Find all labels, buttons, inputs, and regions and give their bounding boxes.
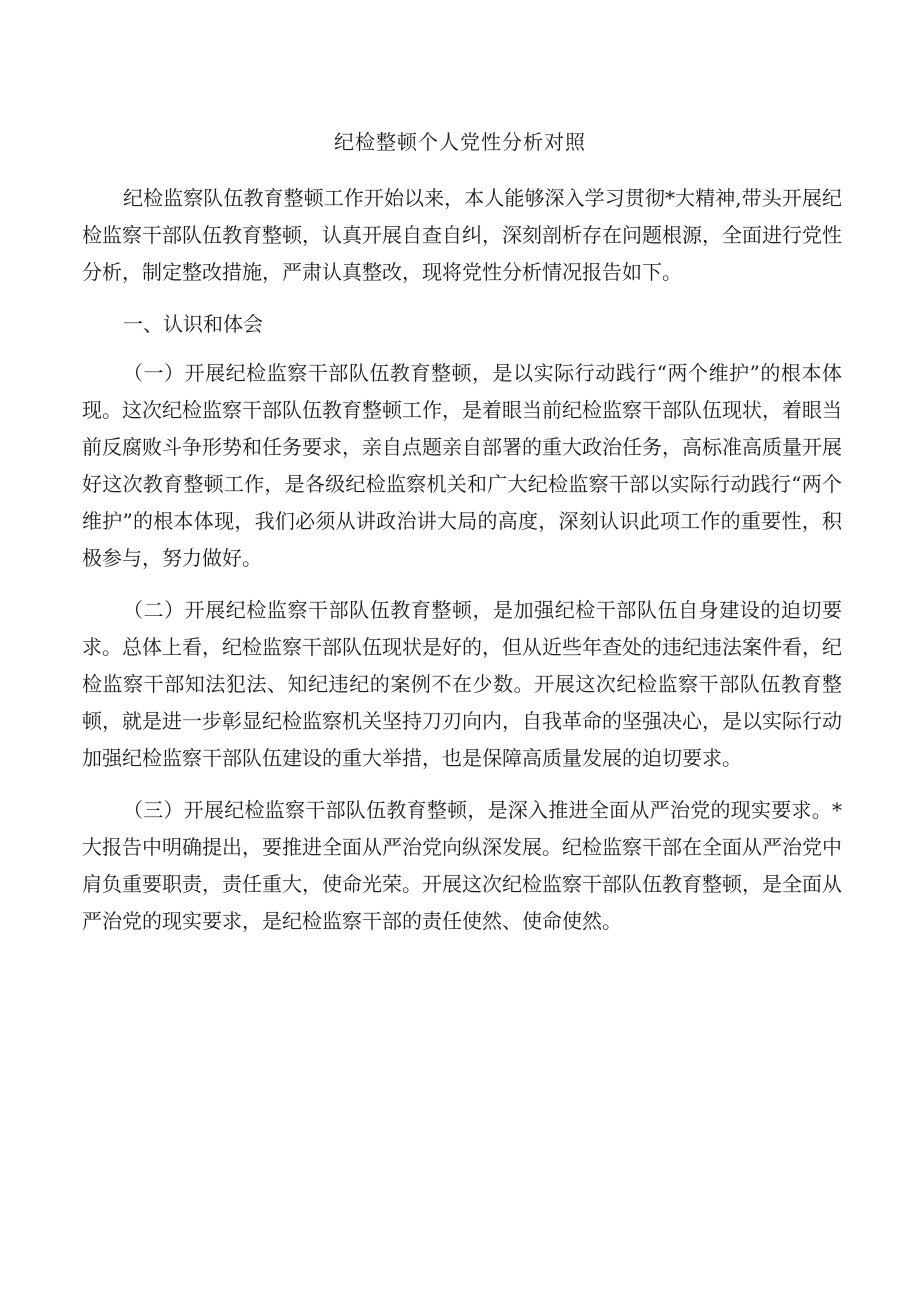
document-title: 纪检整顿个人党性分析对照 (334, 130, 586, 154)
document-body (82, 180, 842, 955)
paragraph-1: （一）开展纪检监察干部队伍教育整顿，是以实际行动践行“两个维护”的根本体现。这次纪检监察干部队伍教育整顿工作，是着眼当前纪检监察干部队伍现状，着眼当前反腐败斗争形势和任务要求，亲自点题亲自部署的重大政治任务，高标准高质量开展好这次教育整顿工作，是各级纪检监察机关和广大纪检监察干部以实际行动践行“两个维护”的根本体现，我们必须从讲政治讲大局的高度，深刻认识此项工作的重要性，积极参与，努力做好。 (82, 361, 842, 570)
paragraph-3: （三）开展纪检监察干部队伍教育整顿，是深入推进全面从严治党的现实要求。*大报告中明确提出，要推进全面从严治党向纵深发展。纪检监察干部在全面从严治党中肩负重要职责，责任重大，使命光荣。开展这次纪检监察干部队伍教育整顿，是全面从严治党的现实要求，是纪检监察干部的责任使然、使命使然。 (82, 798, 842, 933)
intro-paragraph: 纪检监察队伍教育整顿工作开始以来，本人能够深入学习贯彻*大精神,带头开展纪检监察干部队伍教育整顿，认真开展自查自纠，深刻剖析存在问题根源，全面进行党性分析，制定整改措施，严肃认真整改，现将党性分析情况报告如下。 (82, 186, 842, 284)
paragraph-2: （二）开展纪检监察干部队伍教育整顿，是加强纪检干部队伍自身建设的迫切要求。总体上看，纪检监察干部队伍现状是好的，但从近些年查处的违纪违法案件看，纪检监察干部知法犯法、知纪违纪的案例不在少数。开展这次纪检监察干部队伍教育整顿，就是进一步彰显纪检监察机关坚持刀刃向内，自我革命的坚强决心，是以实际行动加强纪检监察干部队伍建设的重大举措，也是保障高质量发展的迫切要求。 (82, 598, 842, 770)
section-heading: 一、认识和体会 (123, 312, 263, 336)
